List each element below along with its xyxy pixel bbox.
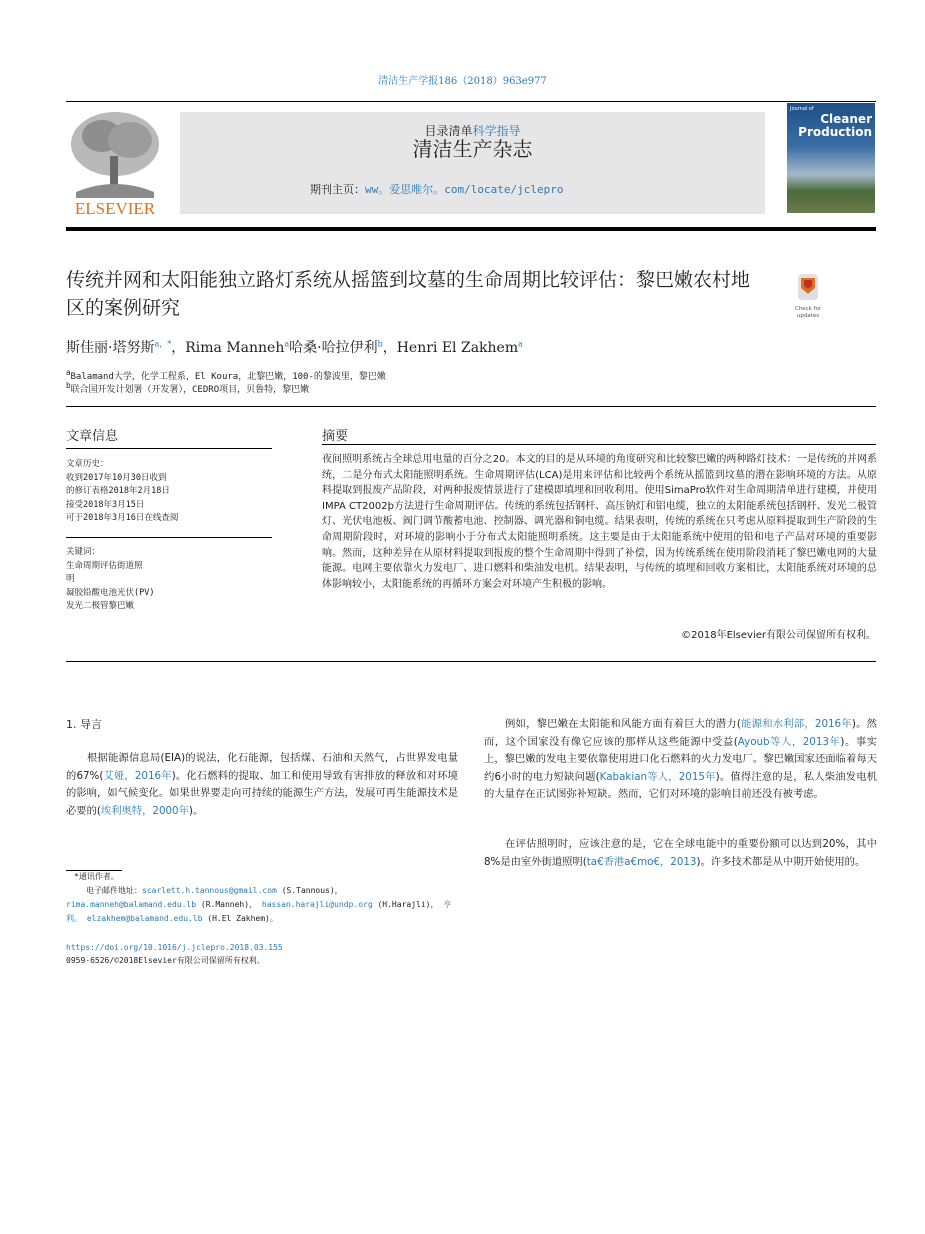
intro-text: )。值得注意的是，私人柴油发电机的大量存在正试图弥补短缺。然而，它们对环境的影响目前还没有被考虑。 <box>484 770 877 801</box>
email-owner: (S.Tannous)， <box>281 886 343 895</box>
citation-link[interactable]: Kabakian等人，2015年 <box>599 770 716 783</box>
check-updates-icon <box>787 272 829 302</box>
author-2-sup[interactable]: a <box>284 339 290 349</box>
journal-citation[interactable]: 清洁生产学报186（2018）963e977 <box>378 76 547 87</box>
author-4-sup[interactable]: a <box>518 339 523 349</box>
keyword-item: 生命周期评估街道照 <box>66 560 143 571</box>
footnotes <box>66 870 461 926</box>
intro-text: 根据能源信息局(EIA)的说法，化石能源，包括煤、石油和天然气，占世界发电量的67%( <box>66 752 458 782</box>
intro-text: )。化石燃料的提取、加工和使用导致有害排放的释放和对环境的影响，如气候变化。如果世界要走向可持续的能源生产方法，发展可再生能源技术是必要的( <box>66 769 458 817</box>
intro-paragraph-1 <box>66 750 458 820</box>
elsevier-wordmark: ELSEVIER <box>74 199 156 216</box>
email-link[interactable]: hassan.harajli@undp.org <box>261 900 373 909</box>
affiliation-a <box>66 368 386 382</box>
citation-link[interactable]: ta€香港a€mo€，2013 <box>586 855 697 868</box>
author-1[interactable]: 斯佳丽·塔努斯 <box>66 340 155 356</box>
email-link[interactable]: scarlett.h.tannous@gmail.com <box>142 886 277 895</box>
affiliation-a-text: Balamand大学，化学工程系，El Koura，北黎巴嫩，100-的黎波里，黎巴嫩 <box>70 372 386 382</box>
affiliation-a-sup: a <box>66 368 71 377</box>
email-label: 电子邮件地址： <box>86 886 142 895</box>
header-top-rule <box>66 101 876 102</box>
homepage-label: 期刊主页： <box>310 183 365 196</box>
email-owner: (H.El Zakhem)。 <box>207 914 278 923</box>
intro-text: )。 <box>188 804 204 817</box>
abstract-copyright: ©2018年Elsevier有限公司保留所有权利。 <box>681 630 876 641</box>
paper-title: 传统并网和太阳能独立路灯系统从摇篮到坟墓的生命周期比较评估：黎巴嫩农村地区的案例研究 <box>66 269 751 319</box>
citation-link[interactable]: 埃利奥特，2000年 <box>100 804 189 817</box>
keyword-item: 明 <box>66 574 75 584</box>
affiliation-b <box>66 381 309 395</box>
info-rule <box>66 448 272 449</box>
author-1-sup[interactable]: a，* <box>154 339 172 349</box>
history-received: 收到2017年10月30日收到 <box>66 472 167 483</box>
intro-paragraph-2 <box>484 716 877 804</box>
cover-journal-of: Journal of <box>790 106 814 112</box>
author-2[interactable]: ，Rima Manneh <box>171 340 285 356</box>
email-link[interactable]: elzakhem@balamand.edu.lb <box>86 914 203 923</box>
elsevier-tree-logo <box>66 106 164 216</box>
homepage-link[interactable]: ww。爱思唯尔。com/locate/jclepro <box>365 183 564 196</box>
doi-block <box>66 941 283 967</box>
citation-link[interactable]: 能源和水利部，2016年 <box>740 718 852 730</box>
abstract-text: 夜间照明系统占全球总用电量的百分之20。本文的目的是从环境的角度研究和比较黎巴嫩的两种路灯技术：一是传统的并网系统，二是分布式太阳能照明系统。生命周期评估(LCA)是用来评估和比较两个系统从摇篮到坟墓的潜在影响环境的方法。从原料提取到报废产品阶段，对两种报废情景进行了建模即填埋和回收利用。使用SimaPro软件对生命周期清单进行建模，并使用IMPA CT2002þ方法进行生命周期评估。传统的系统包括钢杆、高压钠灯和铝电缆，独立的太阳能系统包括钢杆、发光二极管灯、光伏电池板、阀门调节酸蓄电池、控制器、调光器和铜电缆。结果表明，传统的系统在只考虑从原料提取到生产阶段的生命周期阶段时，对环境的影响小于分布式太阳能照明系统。这主要是由于太阳能系统中使用的铅和电子产品对环境的重要影响。然而，这种差异在从原材料提取到报废的整个生命周期中得到了补偿，因为传统系统在使用阶段消耗了黎巴嫩电网的大量能源。电网主要依靠火力发电厂、进口燃料和柴油发电机。结果表明，与传统的填埋和回收方案相比，太阳能系统对环境的总体影响较小，太阳能系统的再循环方案会对环境产生积极的影响。 <box>322 454 877 590</box>
author-3[interactable]: 哈桑·哈拉伊利 <box>289 340 378 356</box>
corresponding-author-note: *通讯作者。 <box>74 872 119 881</box>
issn-copyright: 0959-6526/©2018Elsevier有限公司保留所有权利。 <box>66 956 265 965</box>
intro-text: 在评估照明时，应该注意的是，它在全球电能中的重要份额可以达到20%，其中8%是由室外街道照明( <box>484 838 877 868</box>
keywords-label: 关键词： <box>66 547 101 557</box>
email-addresses <box>66 884 461 926</box>
keywords-rule <box>66 537 272 538</box>
cover-title: Cleaner Production <box>798 112 872 139</box>
keywords <box>66 546 271 614</box>
email-owner: (R.Manneh)， <box>200 900 258 909</box>
journal-name: 清洁生产杂志 <box>412 137 533 161</box>
history-revised: 的修订表格2018年2月18日 <box>66 486 170 496</box>
abstract-heading: 摘要 <box>322 429 349 444</box>
intro-text: )。事实上，黎巴嫩的发电主要依靠使用进口化石燃料的火力发电厂。黎巴嫩国家还面临着每天约6小时的电力短缺问题( <box>484 735 877 783</box>
intro-text: 例如，黎巴嫩在太阳能和风能方面有着巨大的潜力( <box>505 718 741 730</box>
affiliation-b-text: 联合国开发计划署（开发署），CEDRO项目，贝鲁特，黎巴嫩 <box>70 385 310 395</box>
citation-link[interactable]: 艾娅，2016年 <box>103 769 172 782</box>
sciencedirect-link[interactable]: 科学指导 <box>472 124 521 138</box>
history-accepted: 接受2018年3月15日 <box>66 499 145 510</box>
article-history <box>66 458 271 526</box>
keyword-item: 凝胶铅酸电池光伏(PV) <box>66 587 155 598</box>
author-3-sup[interactable]: b <box>377 339 383 349</box>
check-updates-label: Check for updates <box>794 306 822 319</box>
journal-homepage-line <box>310 181 563 197</box>
abstract-bottom-rule <box>66 661 876 662</box>
header-bottom-rule <box>66 227 876 231</box>
email-link[interactable]: 亨利。 <box>66 900 452 923</box>
intro-text: )。许多技术都是从中期开始使用的。 <box>696 855 866 868</box>
keyword-item: 发光二极管黎巴嫩 <box>66 601 135 611</box>
article-info-heading: 文章信息 <box>66 429 119 444</box>
email-link[interactable]: rima.manneh@balamand.edu.lb <box>66 900 197 909</box>
doi-link[interactable]: https://doi.org/10.1016/j.jclepro.2018.03.155 <box>66 943 283 952</box>
intro-paragraph-3 <box>484 836 877 871</box>
check-for-updates-badge[interactable] <box>787 272 829 318</box>
contents-prefix: 目录清单 <box>424 124 473 138</box>
email-owner: (H.Harajli)， <box>377 900 439 909</box>
history-online: 可于2018年3月16日在线查阅 <box>66 513 179 523</box>
history-label: 文章历史： <box>66 459 109 469</box>
section-heading: 1. 导言 <box>66 718 102 731</box>
affiliation-b-sup: b <box>66 381 71 390</box>
author-list <box>66 337 523 357</box>
author-4[interactable]: ，Henri El Zakhem <box>382 340 519 356</box>
title-bottom-rule <box>66 406 876 407</box>
citation-link[interactable]: Ayoub等人，2013年 <box>737 735 841 748</box>
intro-text: )。然而，这个国家没有像它应该的那样从这些能源中受益( <box>484 718 877 748</box>
abstract-rule <box>322 444 876 445</box>
